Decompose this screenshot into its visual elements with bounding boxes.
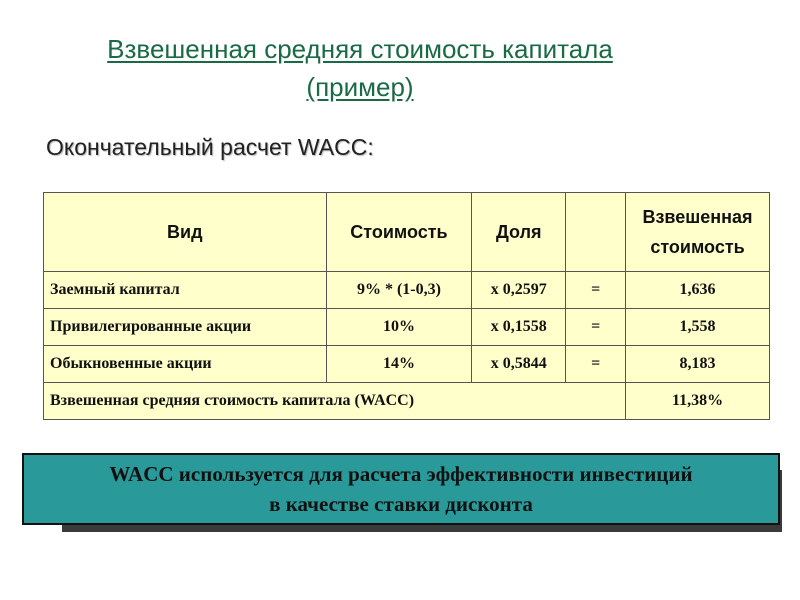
banner-line2: в качестве ставки дисконта	[269, 492, 533, 516]
header-cost: Стоимость	[326, 193, 472, 272]
row-type: Обыкновенные акции	[44, 346, 327, 383]
row-share: х 0,2597	[472, 272, 566, 309]
row-type: Заемный капитал	[44, 272, 327, 309]
table-total-row	[44, 383, 770, 420]
row-equals: =	[566, 272, 626, 309]
row-share: х 0,5844	[472, 346, 566, 383]
table-row	[44, 272, 770, 309]
row-cost: 9% * (1-0,3)	[326, 272, 472, 309]
wacc-note-banner	[22, 453, 780, 525]
row-equals: =	[566, 309, 626, 346]
header-type: Вид	[44, 193, 327, 272]
row-equals: =	[566, 346, 626, 383]
header-weighted	[626, 193, 770, 272]
wacc-table	[43, 192, 770, 420]
total-label: Взвешенная средняя стоимость капитала (WACC)	[44, 383, 626, 420]
section-heading: Окончательный расчет WACC:	[46, 134, 374, 160]
total-value: 11,38%	[626, 383, 770, 420]
row-cost: 10%	[326, 309, 472, 346]
header-share: Доля	[472, 193, 566, 272]
banner-line1: WACC используется для расчета эффективности инвестиций	[109, 462, 693, 486]
row-weighted: 8,183	[626, 346, 770, 383]
row-weighted: 1,636	[626, 272, 770, 309]
table-row	[44, 309, 770, 346]
page-title-note: (пример)	[306, 72, 414, 102]
header-blank	[566, 193, 626, 272]
row-weighted: 1,558	[626, 309, 770, 346]
row-share: х 0,1558	[472, 309, 566, 346]
header-weighted-line2: стоимость	[650, 237, 745, 257]
header-weighted-line1: Взвешенная	[642, 207, 753, 227]
row-cost: 14%	[326, 346, 472, 383]
row-type: Привилегированные акции	[44, 309, 327, 346]
table-row	[44, 346, 770, 383]
table-header-row	[44, 193, 770, 272]
page-title: Взвешенная средняя стоимость капитала	[107, 34, 613, 64]
